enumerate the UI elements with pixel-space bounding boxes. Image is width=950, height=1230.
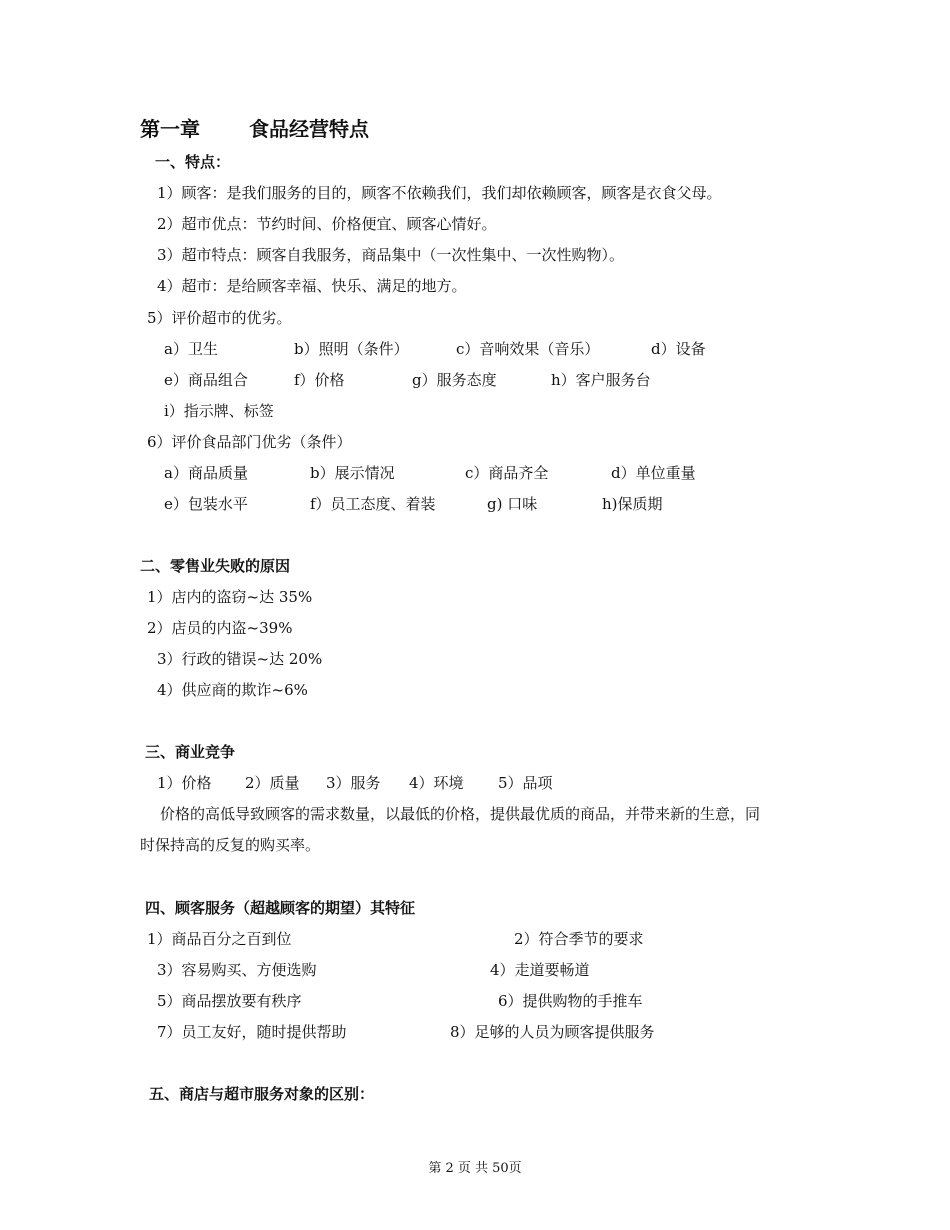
criteria-item: h)保质期 (602, 495, 663, 513)
s1-paragraph-4: 4）超市：是给顾客幸福、快乐、满足的地方。 (157, 277, 467, 295)
section-5-heading: 五、商店与超市服务对象的区别： (149, 1085, 375, 1103)
chapter-title: 食品经营特点 (249, 117, 369, 141)
list-item: 1）店内的盗窃~达 35% (147, 588, 313, 606)
criteria-item: a）商品质量 (164, 464, 248, 482)
chapter-label: 第一章 (140, 117, 200, 141)
list-item: 6）提供购物的手推车 (498, 992, 643, 1010)
criteria-item: h）客户服务台 (551, 371, 651, 389)
criteria-item: b）展示情况 (310, 464, 395, 482)
section-2-heading: 二、零售业失败的原因 (140, 557, 291, 575)
section-4-heading: 四、顾客服务（超越顾客的期望）其特征 (145, 899, 416, 917)
criteria-item: c）音响效果（音乐） (456, 340, 600, 358)
list-item: 3）服务 (326, 774, 381, 792)
list-item: 5）品项 (498, 774, 553, 792)
criteria-item: c）商品齐全 (465, 464, 549, 482)
list-item: 4）环境 (409, 774, 464, 792)
criteria-item: f）员工态度、着装 (310, 495, 436, 513)
page-footer: 第 2 页 共 50页 (428, 1161, 522, 1176)
s3-paragraph-line-2: 时保持高的反复的购买率。 (140, 836, 321, 854)
list-item: 7）员工友好，随时提供帮助 (157, 1023, 347, 1041)
section-3-heading: 三、商业竞争 (145, 743, 236, 761)
list-item: 3）容易购买、方便选购 (157, 961, 317, 979)
criteria-item: g）服务态度 (412, 371, 497, 389)
list-item: 3）行政的错误~达 20% (157, 650, 323, 668)
s1-paragraph-3: 3）超市特点：顾客自我服务，商品集中（一次性集中、一次性购物）。 (157, 246, 625, 264)
criteria-item: a）卫生 (164, 340, 218, 358)
list-item: 2）质量 (245, 774, 300, 792)
criteria-item: d）设备 (651, 340, 706, 358)
list-item: 1）价格 (157, 774, 212, 792)
s1-paragraph-2: 2）超市优点：节约时间、价格便宜、顾客心情好。 (157, 215, 497, 233)
section-1-heading: 一、特点： (155, 153, 231, 171)
criteria-item: f）价格 (294, 371, 345, 389)
s1-paragraph-6: 6）评价食品部门优劣（条件） (147, 433, 352, 451)
criteria-item: g) 口味 (487, 495, 538, 513)
list-item: 2）符合季节的要求 (514, 930, 644, 948)
s1-paragraph-1: 1）顾客：是我们服务的目的，顾客不依赖我们，我们却依赖顾客，顾客是衣食父母。 (157, 184, 722, 202)
list-item: 5）商品摆放要有秩序 (157, 992, 302, 1010)
list-item: 8）足够的人员为顾客提供服务 (450, 1023, 655, 1041)
list-item: 2）店员的内盗~39% (147, 619, 293, 637)
list-item: 4）走道要畅道 (490, 961, 590, 979)
criteria-item: e）商品组合 (164, 371, 248, 389)
criteria-item: i）指示牌、标签 (164, 402, 274, 420)
s1-paragraph-5: 5）评价超市的优劣。 (147, 309, 292, 327)
list-item: 1）商品百分之百到位 (147, 930, 292, 948)
criteria-item: e）包装水平 (164, 495, 248, 513)
s3-paragraph-line-1: 价格的高低导致顾客的需求数量，以最低的价格，提供最优质的商品，并带来新的生意，同 (160, 805, 761, 823)
criteria-item: d）单位重量 (611, 464, 696, 482)
list-item: 4）供应商的欺诈~6% (157, 681, 308, 699)
criteria-item: b）照明（条件） (294, 340, 409, 358)
